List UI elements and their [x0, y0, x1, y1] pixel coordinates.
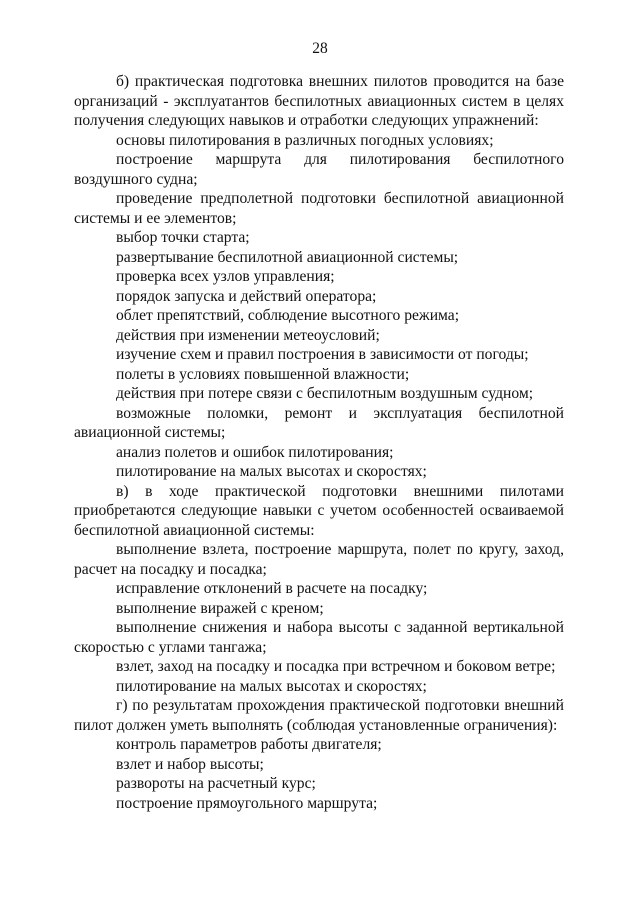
list-item: построение прямоугольного маршрута;	[116, 794, 378, 812]
list-item: полеты в условиях повышенной влажности;	[116, 365, 410, 383]
list-item: выбор точки старта;	[116, 229, 250, 246]
list-item: изучение схем и правил построения в зависимости от погоды;	[116, 346, 529, 363]
list-item: выполнение взлета, построение маршрута, полет по кругу, заход, расчет на посадку и посадка;	[74, 541, 564, 578]
list-item: развертывание беспилотной авиационной системы;	[116, 248, 459, 266]
list-item: пилотирование на малых высотах и скоростях;	[116, 677, 427, 695]
list-item: выполнение виражей с креном;	[116, 599, 324, 617]
list-item: развороты на расчетный курс;	[116, 775, 316, 792]
list-item: взлет и набор высоты;	[116, 755, 264, 773]
list-item: исправление отклонений в расчете на посадку;	[116, 580, 428, 597]
list-item: выполнение снижения и набора высоты с заданной вертикальной скоростью с углами тангажа;	[74, 619, 564, 656]
list-item: взлет, заход на посадку и посадка при встречном и боковом ветре;	[116, 658, 556, 675]
list-item: облет препятствий, соблюдение высотного режима;	[116, 307, 460, 324]
list-item: построение маршрута для пилотирования беспилотного воздушного судна;	[74, 151, 564, 188]
paragraph-v-intro: в) в ходе практической подготовки внешними пилотами приобретаются следующие навыки с учетом особенностей осваиваемой беспилотной авиационной системы:	[74, 482, 564, 539]
list-item: действия при потере связи с беспилотным воздушным судном;	[116, 385, 534, 402]
list-item: проверка всех узлов управления;	[116, 268, 335, 285]
list-item: возможные поломки, ремонт и эксплуатация беспилотной авиационной системы;	[74, 404, 564, 441]
page-number: 28	[312, 40, 328, 57]
list-item: основы пилотирования в различных погодных условиях;	[116, 131, 494, 149]
paragraph-g-intro: г) по результатам прохождения практической подготовки внешний пилот должен уметь выполнять (соблюдая установленные ограничения):	[74, 697, 564, 734]
list-item: контроль параметров работы двигателя;	[116, 736, 382, 753]
paragraph-b-intro: б) практическая подготовка внешних пилотов проводится на базе организаций - эксплуатантов беспилотных авиационных систем в целях получения следующих навыков и отработки следующих упражнений:	[74, 73, 564, 129]
list-item: проведение предполетной подготовки беспилотной авиационной системы и ее элементов;	[74, 190, 564, 227]
document-body	[74, 72, 564, 813]
list-item: порядок запуска и действий оператора;	[116, 287, 377, 305]
list-item: пилотирование на малых высотах и скоростях;	[116, 463, 427, 480]
list-item: анализ полетов и ошибок пилотирования;	[116, 443, 394, 461]
list-item: действия при изменении метеоусловий;	[116, 326, 380, 344]
